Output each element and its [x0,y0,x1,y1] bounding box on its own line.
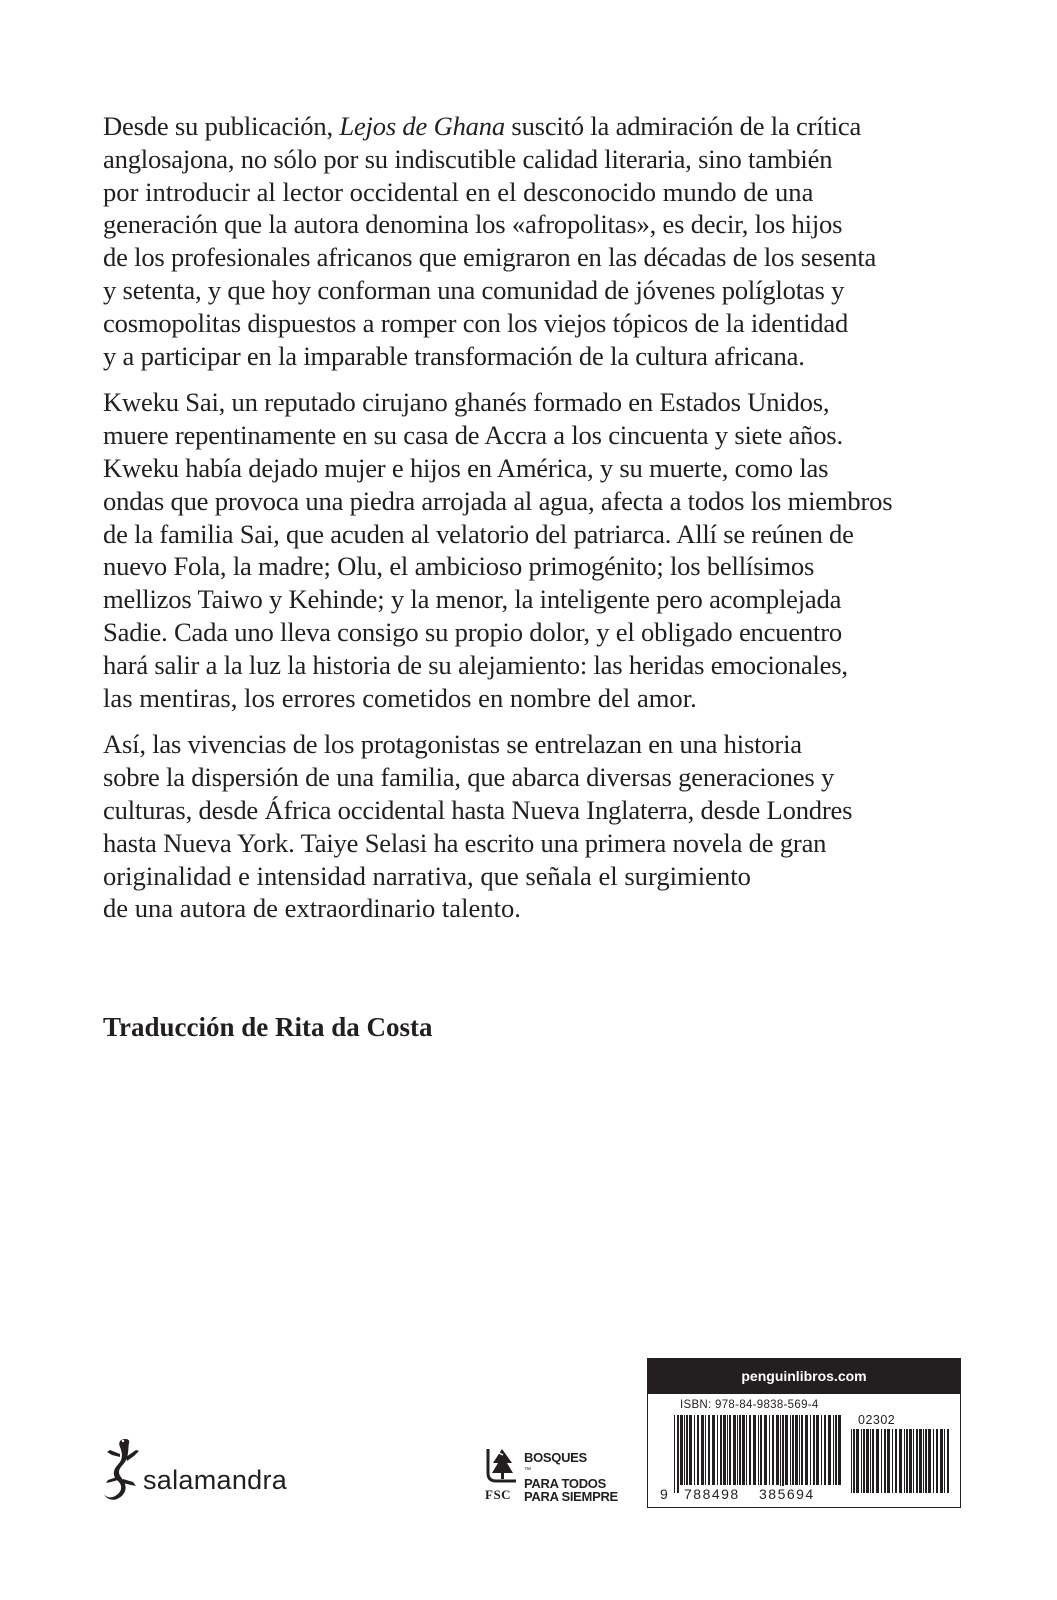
barcode-bar [782,1415,784,1493]
barcode-bar [853,1429,855,1493]
barcode-panel [647,1358,961,1508]
barcode-bar [760,1415,762,1485]
barcode-bar [712,1415,715,1485]
barcode-bar [785,1415,788,1485]
barcode-bar [813,1415,815,1485]
barcode-bar [835,1415,837,1485]
fsc-slogan-line: PARA SIEMPRE [524,1489,618,1504]
fsc-slogan-line: BOSQUES ™ [524,1451,618,1477]
salamander-icon [103,1435,143,1503]
barcode-bar [940,1429,943,1493]
blurb-line: mellizos Taiwo y Kehinde; y la menor, la inteligente pero acomplejada [103,584,842,615]
barcode-bar [866,1429,869,1493]
blurb-line: anglosajona, no sólo por su indiscutible calidad literaria, sino también [103,143,833,174]
barcode-bar [833,1415,834,1485]
blurb-line: Sadie. Cada uno lleva consigo su propio dolor, y el obligado encuentro [103,616,843,647]
blurb-line: ondas que provoca una piedra arrojada al agua, afecta a todos los miembros [103,485,893,516]
barcode-bar [686,1415,688,1485]
barcode-bar [749,1415,751,1485]
blurb-line: muere repentinamente en su casa de Accra a los cincuenta y siete años. [103,420,843,451]
barcode-bar [919,1429,922,1493]
barcode-bar [856,1429,859,1493]
fsc-slogan-line: PARA TODOS [524,1476,606,1491]
barcode-bar [764,1415,767,1485]
blurb-line: cosmopolitas dispuestos a romper con los viejos tópicos de la identidad [103,307,849,338]
barcode-bar [838,1415,841,1485]
blurb-paragraph-3 [103,728,983,925]
barcode-bar [913,1429,914,1493]
blurb-line: las mentiras, los errores cometidos en nombre del amor. [103,682,697,713]
blurb-line: Kweku había dejado mujer e hijos en América, y su muerte, como las [103,452,829,483]
barcode-bar [746,1415,747,1485]
barcode-bar [753,1415,756,1485]
barcode-bar [895,1429,897,1493]
barcode-bar [933,1429,934,1493]
barcode-bar [742,1415,745,1485]
barcode-bar [689,1415,692,1485]
barcode-bar [928,1429,931,1493]
barcode-bar [925,1429,927,1493]
barcode-bar [884,1429,886,1493]
barcode-bar [923,1429,924,1493]
barcode-bar [870,1429,871,1493]
barcode-bar [727,1415,728,1485]
trademark-mark: ™ [524,1467,531,1474]
price-addon-code: 02302 [858,1413,896,1427]
barcode-bar [701,1415,704,1485]
barcode-bar [674,1415,675,1493]
barcode-bar [816,1415,819,1485]
barcode-bar [733,1415,736,1485]
ean-right-digits: 385694 [759,1486,815,1502]
barcode-bar [861,1429,862,1493]
barcode-bar [737,1415,738,1485]
blurb-line: sobre la dispersión de una familia, que abarca diversas generaciones y [103,762,835,793]
barcode-bar [705,1415,706,1485]
blurb-line: Kweku Sai, un reputado cirujano ghanés formado en Estados Unidos, [103,387,830,418]
barcode-bar [805,1415,808,1485]
barcode-bar [872,1429,874,1493]
barcode-bar [776,1415,779,1485]
barcode-bar [723,1415,726,1485]
barcode-bar [801,1415,803,1485]
blurb-line: de una autora de extraordinario talento. [103,893,521,924]
barcode-bar [876,1429,879,1493]
blurb-paragraph-2 [103,386,983,714]
website-label: penguinlibros.com [648,1359,960,1394]
barcode-bar [944,1429,945,1493]
blurb-line: por introducir al lector occidental en el desconocido mundo de una [103,176,814,207]
book-title: Lejos de Ghana [339,111,505,141]
fsc-slogan [524,1451,618,1503]
barcode-bar [887,1429,890,1493]
barcode-bar [680,1415,683,1485]
blurb-line: hará salir a la luz la historia de su alejamiento: las heridas emocionales, [103,649,848,680]
blurb-line: Desde su publicación, Lejos de Ghana suscitó la admiración de la crítica [103,111,862,141]
barcode-bar [863,1429,865,1493]
barcode-bar [936,1429,938,1493]
barcode-bar [947,1429,949,1493]
addon-barcode [851,1429,951,1495]
barcode-bar [899,1429,902,1493]
blurb-line: generación que la autora denomina los «afropolitas», es decir, los hijos [103,209,843,240]
barcode-bar [720,1415,722,1485]
barcode-bar [828,1415,831,1485]
barcode-bar [772,1415,774,1485]
back-cover-blurb [103,110,983,939]
fsc-tree-icon [482,1443,522,1487]
blurb-line: nuevo Fola, la madre; Olu, el ambicioso primogénito; los bellísimos [103,551,815,582]
translator-credit: Traducción de Rita da Costa [103,1012,433,1042]
blurb-line: y a participar en la imparable transformación de la cultura africana. [103,340,805,371]
blurb-line: culturas, desde África occidental hasta Nueva Inglaterra, desde Londres [103,794,853,825]
barcode-bar [906,1429,908,1493]
barcode-bar [697,1415,699,1485]
barcode-bar [904,1429,905,1493]
ean-barcode [674,1415,842,1495]
barcode-bar [780,1415,781,1493]
barcode-bar [821,1415,822,1485]
barcode-bar [694,1415,695,1485]
barcode-bar [892,1429,893,1493]
barcode-bar [708,1415,710,1485]
barcode-bar [769,1415,770,1485]
barcode-bar [729,1415,731,1485]
barcode-bar [824,1415,826,1485]
barcode-bar [684,1415,685,1485]
barcode-bar [790,1415,791,1485]
barcode-bar [881,1429,882,1493]
blurb-line: y setenta, y que hoy conforman una comunidad de jóvenes políglotas y [103,274,845,305]
barcode-bar [739,1415,741,1485]
barcode-bar [810,1415,811,1485]
ean-left-digits: 788498 [684,1486,740,1502]
blurb-line: Así, las vivencias de los protagonistas se entrelazan en una historia [103,729,802,760]
barcode-bar [677,1415,679,1493]
barcode-bar [799,1415,800,1485]
blurb-line: de la familia Sai, que acuden al velatorio del patriarca. Allí se reúnen de [103,518,854,549]
barcode-bar [792,1415,794,1485]
barcode-bar [717,1415,718,1485]
blurb-line: originalidad e intensidad narrativa, que señala el surgimiento [103,860,751,891]
isbn-label: ISBN: 978-84-9838-569-4 [680,1399,819,1411]
blurb-line: hasta Nueva York. Taiye Selasi ha escrito una primera novela de gran [103,827,827,858]
barcode-bar [795,1415,798,1485]
barcode-bar [851,1429,852,1493]
publisher-name: salamandra [143,1465,288,1495]
fsc-code: FSC [485,1487,512,1502]
blurb-paragraph-1 [103,110,983,372]
ean-first-digit: 9 [660,1486,670,1502]
fsc-logo [482,1443,632,1513]
publisher-logo [103,1435,323,1505]
blurb-line: de los profesionales africanos que emigraron en las décadas de los sesenta [103,242,877,273]
barcode-bar [909,1429,912,1493]
barcode-bar [758,1415,759,1485]
barcode-bar [916,1429,918,1493]
